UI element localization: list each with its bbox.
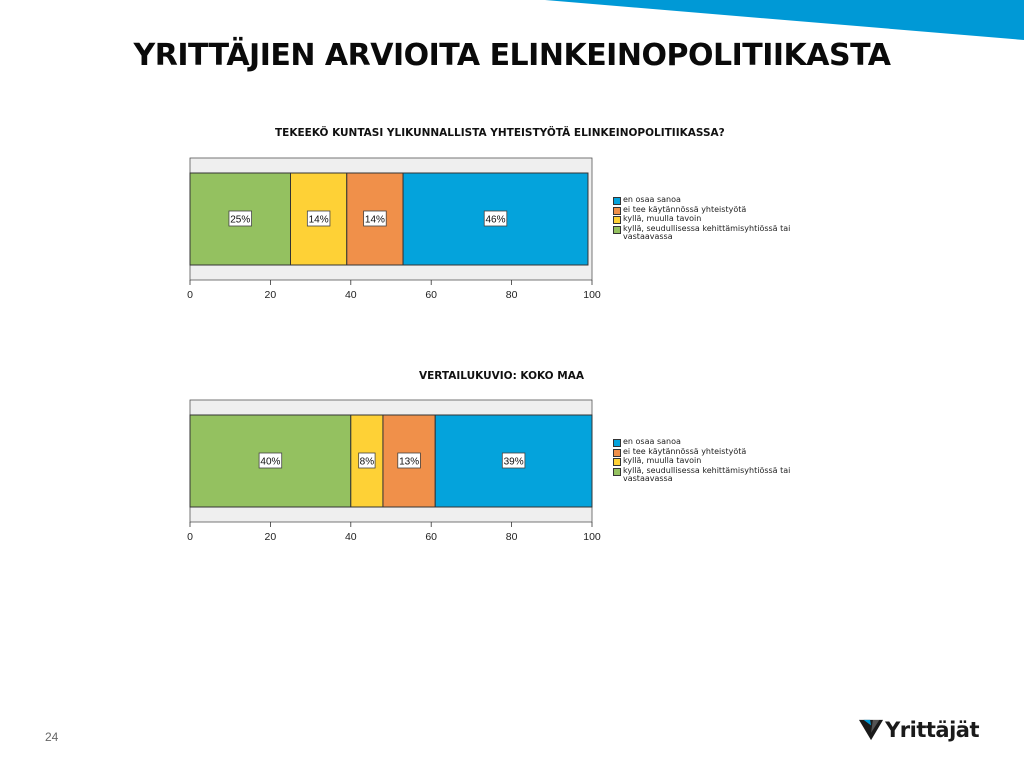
- legend-swatch: [613, 226, 621, 234]
- data-label-3: 46%: [485, 214, 506, 226]
- legend-label: kyllä, seudullisessa kehittämisyhtiössä tai vastaavassa: [623, 223, 791, 241]
- x-tick-label-2: 40: [344, 289, 357, 301]
- data-label-0: 25%: [230, 214, 251, 226]
- legend-swatch: [613, 458, 621, 466]
- data-label-1: 14%: [308, 214, 329, 226]
- x-tick-label-0: 0: [187, 289, 193, 301]
- legend-item-2: [613, 215, 803, 224]
- legend-swatch: [613, 197, 621, 205]
- legend-item-3: [613, 225, 803, 242]
- chart-1: [0, 150, 1024, 310]
- x-tick-label-4: 80: [505, 531, 518, 543]
- legend-swatch: [613, 449, 621, 457]
- legend-label: kyllä, seudullisessa kehittämisyhtiössä tai vastaavassa: [623, 465, 791, 483]
- logo-mark-icon: [859, 717, 883, 743]
- x-tick-label-2: 40: [344, 531, 357, 543]
- data-label-2: 14%: [364, 214, 385, 226]
- x-tick-label-3: 60: [425, 531, 438, 543]
- chart-2: [0, 392, 1024, 552]
- legend-label: ei tee käytännössä yhteistyötä: [623, 446, 747, 456]
- x-tick-label-1: 20: [264, 289, 277, 301]
- legend-item-2: [613, 457, 803, 466]
- legend-label: kyllä, muulla tavoin: [623, 456, 702, 465]
- chart-2-title: VERTAILUKUVIO: KOKO MAA: [419, 370, 584, 382]
- legend-label: ei tee käytännössä yhteistyötä: [623, 204, 747, 214]
- data-label-0: 40%: [260, 456, 281, 468]
- slide-title: YRITTÄJIEN ARVIOITA ELINKEINOPOLITIIKASTA: [133, 38, 891, 73]
- x-tick-label-4: 80: [505, 289, 518, 301]
- x-tick-label-5: 100: [583, 531, 601, 543]
- x-tick-label-3: 60: [425, 289, 438, 301]
- chart-2-legend: [613, 438, 803, 484]
- legend-label: kyllä, muulla tavoin: [623, 214, 702, 223]
- legend-swatch: [613, 439, 621, 447]
- x-tick-label-0: 0: [187, 531, 193, 543]
- legend-swatch: [613, 216, 621, 224]
- legend-swatch: [613, 207, 621, 215]
- page-number: 24: [45, 730, 59, 744]
- legend-item-0: [613, 196, 803, 205]
- logo-text: Yrittäjät: [885, 718, 979, 742]
- x-tick-label-5: 100: [583, 289, 601, 301]
- legend-swatch: [613, 468, 621, 476]
- legend-label: en osaa sanoa: [623, 195, 681, 204]
- data-label-3: 39%: [503, 456, 524, 468]
- x-tick-label-1: 20: [264, 531, 277, 543]
- data-label-2: 13%: [399, 456, 420, 468]
- legend-label: en osaa sanoa: [623, 437, 681, 446]
- legend-item-3: [613, 467, 803, 484]
- data-label-1: 8%: [359, 456, 375, 468]
- legend-item-0: [613, 438, 803, 447]
- chart-1-legend: [613, 196, 803, 242]
- chart-1-title: TEKEEKÖ KUNTASI YLIKUNNALLISTA YHTEISTYÖTÄ ELINKEINOPOLITIIKASSA?: [275, 127, 725, 139]
- brand-logo: [859, 713, 979, 747]
